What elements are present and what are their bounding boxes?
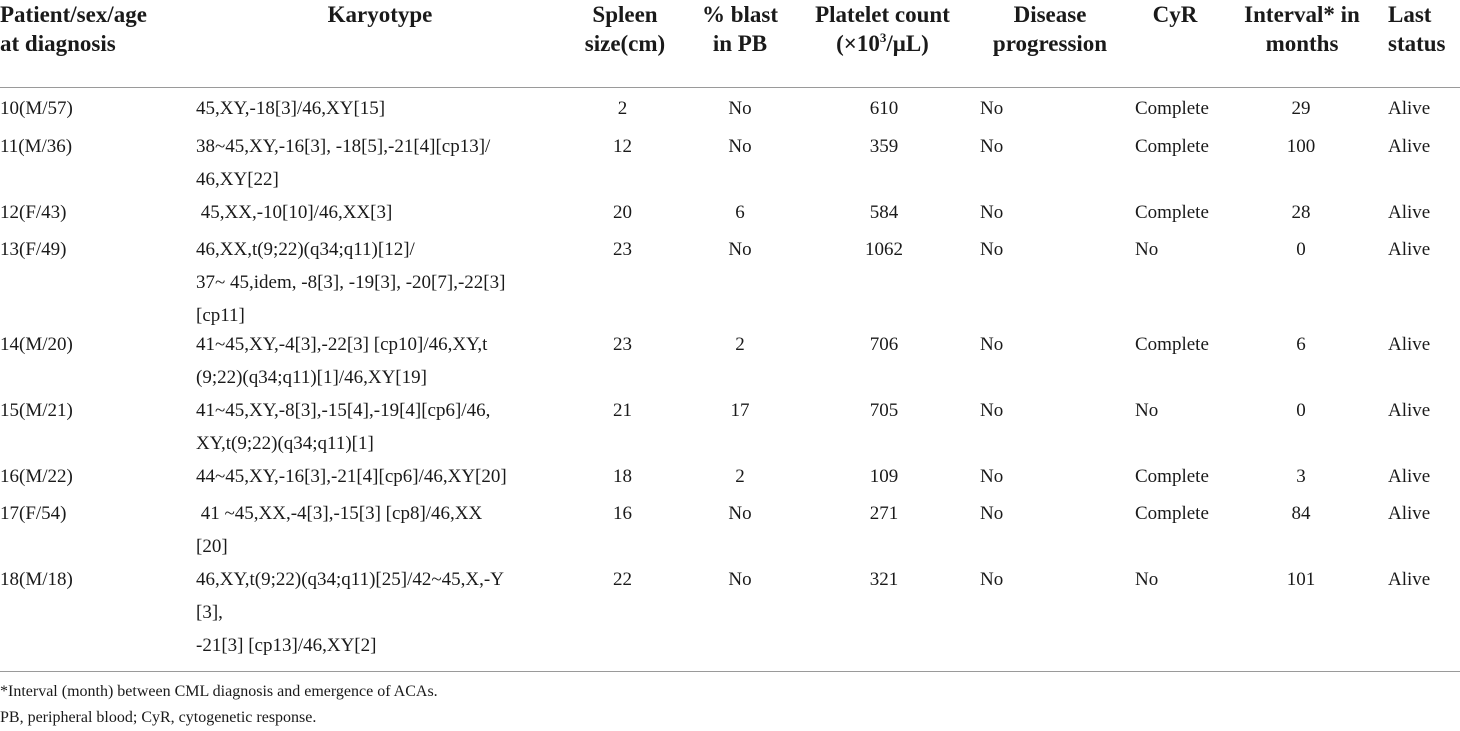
cell-disease-progression: No bbox=[980, 569, 1004, 590]
cell-karyotype: 44~45,XY,-16[3],-21[4][cp6]/46,XY[20] bbox=[196, 466, 507, 487]
cell-spleen-size: 12 bbox=[613, 136, 632, 157]
cell-cyr: No bbox=[1135, 400, 1159, 421]
cell-spleen-size: 2 bbox=[617, 98, 628, 119]
cell-platelet-count: 271 bbox=[869, 503, 899, 524]
cell-cyr: No bbox=[1135, 569, 1159, 590]
cell-spleen-size: 20 bbox=[613, 202, 632, 223]
cell-karyotype: 45,XY,-18[3]/46,XY[15] bbox=[196, 98, 386, 119]
cell-blast: No bbox=[728, 239, 752, 260]
cell-disease-progression: No bbox=[980, 400, 1004, 421]
cell-last-status: Alive bbox=[1388, 400, 1431, 421]
footnote-interval: *Interval (month) between CML diagnosis and emergence of ACAs. bbox=[0, 683, 438, 700]
cell-blast: 6 bbox=[735, 202, 745, 223]
cell-cyr: Complete bbox=[1135, 466, 1209, 487]
cell-karyotype: 46,XX,t(9;22)(q34;q11)[12]/ 37~ 45,idem, -8[3], -19[3], -20[7],-22[3] [cp11] bbox=[196, 239, 506, 326]
cell-patient: 15(M/21) bbox=[0, 400, 73, 421]
cell-interval: 28 bbox=[1291, 202, 1311, 223]
cell-patient: 13(F/49) bbox=[0, 239, 67, 260]
header-karyotype: Karyotype bbox=[327, 2, 433, 27]
cell-disease-progression: No bbox=[980, 503, 1004, 524]
cell-karyotype: 41~45,XY,-4[3],-22[3] [cp10]/46,XY,t (9;22)(q34;q11)[1]/46,XY[19] bbox=[196, 334, 488, 388]
cell-blast: 2 bbox=[735, 466, 745, 487]
header-blast: % blast in PB bbox=[701, 2, 779, 56]
cell-interval: 101 bbox=[1286, 569, 1316, 590]
cell-cyr: Complete bbox=[1135, 334, 1209, 355]
footnote-abbreviations: PB, peripheral blood; CyR, cytogenetic response. bbox=[0, 709, 317, 726]
cell-last-status: Alive bbox=[1388, 334, 1431, 355]
cell-patient: 18(M/18) bbox=[0, 569, 73, 590]
cell-cyr: No bbox=[1135, 239, 1159, 260]
cell-patient: 16(M/22) bbox=[0, 466, 73, 487]
cell-platelet-count: 1062 bbox=[865, 239, 903, 260]
header-interval: Interval* in months bbox=[1244, 2, 1360, 56]
cell-patient: 10(M/57) bbox=[0, 98, 73, 119]
cell-platelet-count: 584 bbox=[869, 202, 899, 223]
header-disease-progression: Disease progression bbox=[992, 2, 1108, 56]
cell-last-status: Alive bbox=[1388, 136, 1431, 157]
cell-platelet-count: 359 bbox=[869, 136, 899, 157]
cell-patient: 11(M/36) bbox=[0, 136, 73, 157]
cell-disease-progression: No bbox=[980, 136, 1004, 157]
cell-platelet-count: 610 bbox=[869, 98, 899, 119]
cell-spleen-size: 23 bbox=[613, 239, 632, 260]
cell-patient: 14(M/20) bbox=[0, 334, 73, 355]
cell-karyotype: 38~45,XY,-16[3], -18[5],-21[4][cp13]/ 46,XY[22] bbox=[196, 136, 491, 190]
cell-interval: 100 bbox=[1286, 136, 1316, 157]
cell-disease-progression: No bbox=[980, 202, 1004, 223]
cell-blast: No bbox=[728, 569, 752, 590]
header-rule bbox=[0, 87, 1460, 88]
cell-blast: No bbox=[728, 503, 752, 524]
cell-spleen-size: 21 bbox=[613, 400, 632, 421]
cell-spleen-size: 22 bbox=[613, 569, 632, 590]
cell-interval: 84 bbox=[1291, 503, 1311, 524]
cell-spleen-size: 18 bbox=[613, 466, 632, 487]
cell-spleen-size: 23 bbox=[613, 334, 632, 355]
cell-disease-progression: No bbox=[980, 98, 1004, 119]
cell-interval: 3 bbox=[1296, 466, 1306, 487]
cell-last-status: Alive bbox=[1388, 98, 1431, 119]
cell-blast: No bbox=[728, 136, 752, 157]
cell-spleen-size: 16 bbox=[613, 503, 632, 524]
cell-disease-progression: No bbox=[980, 334, 1004, 355]
cell-karyotype: 41~45,XY,-8[3],-15[4],-19[4][cp6]/46, XY,t(9;22)(q34;q11)[1] bbox=[196, 400, 491, 454]
cell-blast: 17 bbox=[730, 400, 750, 421]
cell-cyr: Complete bbox=[1135, 136, 1209, 157]
cell-platelet-count: 109 bbox=[869, 466, 899, 487]
cell-interval: 0 bbox=[1296, 239, 1306, 260]
cell-last-status: Alive bbox=[1388, 503, 1431, 524]
header-cyr: CyR bbox=[1152, 2, 1198, 27]
cell-patient: 17(F/54) bbox=[0, 503, 67, 524]
cell-last-status: Alive bbox=[1388, 569, 1431, 590]
cell-karyotype: 46,XY,t(9;22)(q34;q11)[25]/42~45,X,-Y [3], -21[3] [cp13]/46,XY[2] bbox=[196, 569, 504, 656]
cell-interval: 6 bbox=[1296, 334, 1306, 355]
header-patient: Patient/sex/age at diagnosis bbox=[0, 2, 147, 56]
table-bottom-rule bbox=[0, 671, 1460, 672]
cell-interval: 29 bbox=[1291, 98, 1311, 119]
cell-blast: 2 bbox=[735, 334, 745, 355]
header-spleen-size: Spleen size(cm) bbox=[584, 2, 666, 56]
cell-patient: 12(F/43) bbox=[0, 202, 67, 223]
header-last-status: Last status bbox=[1388, 2, 1446, 56]
cell-platelet-count: 321 bbox=[869, 569, 899, 590]
cell-platelet-count: 706 bbox=[869, 334, 899, 355]
cell-last-status: Alive bbox=[1388, 466, 1431, 487]
cell-cyr: Complete bbox=[1135, 503, 1209, 524]
cell-platelet-count: 705 bbox=[869, 400, 899, 421]
cell-cyr: Complete bbox=[1135, 202, 1209, 223]
cell-interval: 0 bbox=[1296, 400, 1306, 421]
cell-blast: No bbox=[728, 98, 752, 119]
header-platelet-count: Platelet count $(\times 10^3/\mu L)$ bbox=[815, 2, 950, 56]
cell-disease-progression: No bbox=[980, 466, 1004, 487]
cell-karyotype: 45,XX,-10[10]/46,XX[3] bbox=[196, 202, 393, 223]
cell-cyr: Complete bbox=[1135, 98, 1209, 119]
cell-last-status: Alive bbox=[1388, 202, 1431, 223]
cell-disease-progression: No bbox=[980, 239, 1004, 260]
cell-last-status: Alive bbox=[1388, 239, 1431, 260]
cell-karyotype: 41 ~45,XX,-4[3],-15[3] [cp8]/46,XX [20] bbox=[196, 503, 483, 557]
